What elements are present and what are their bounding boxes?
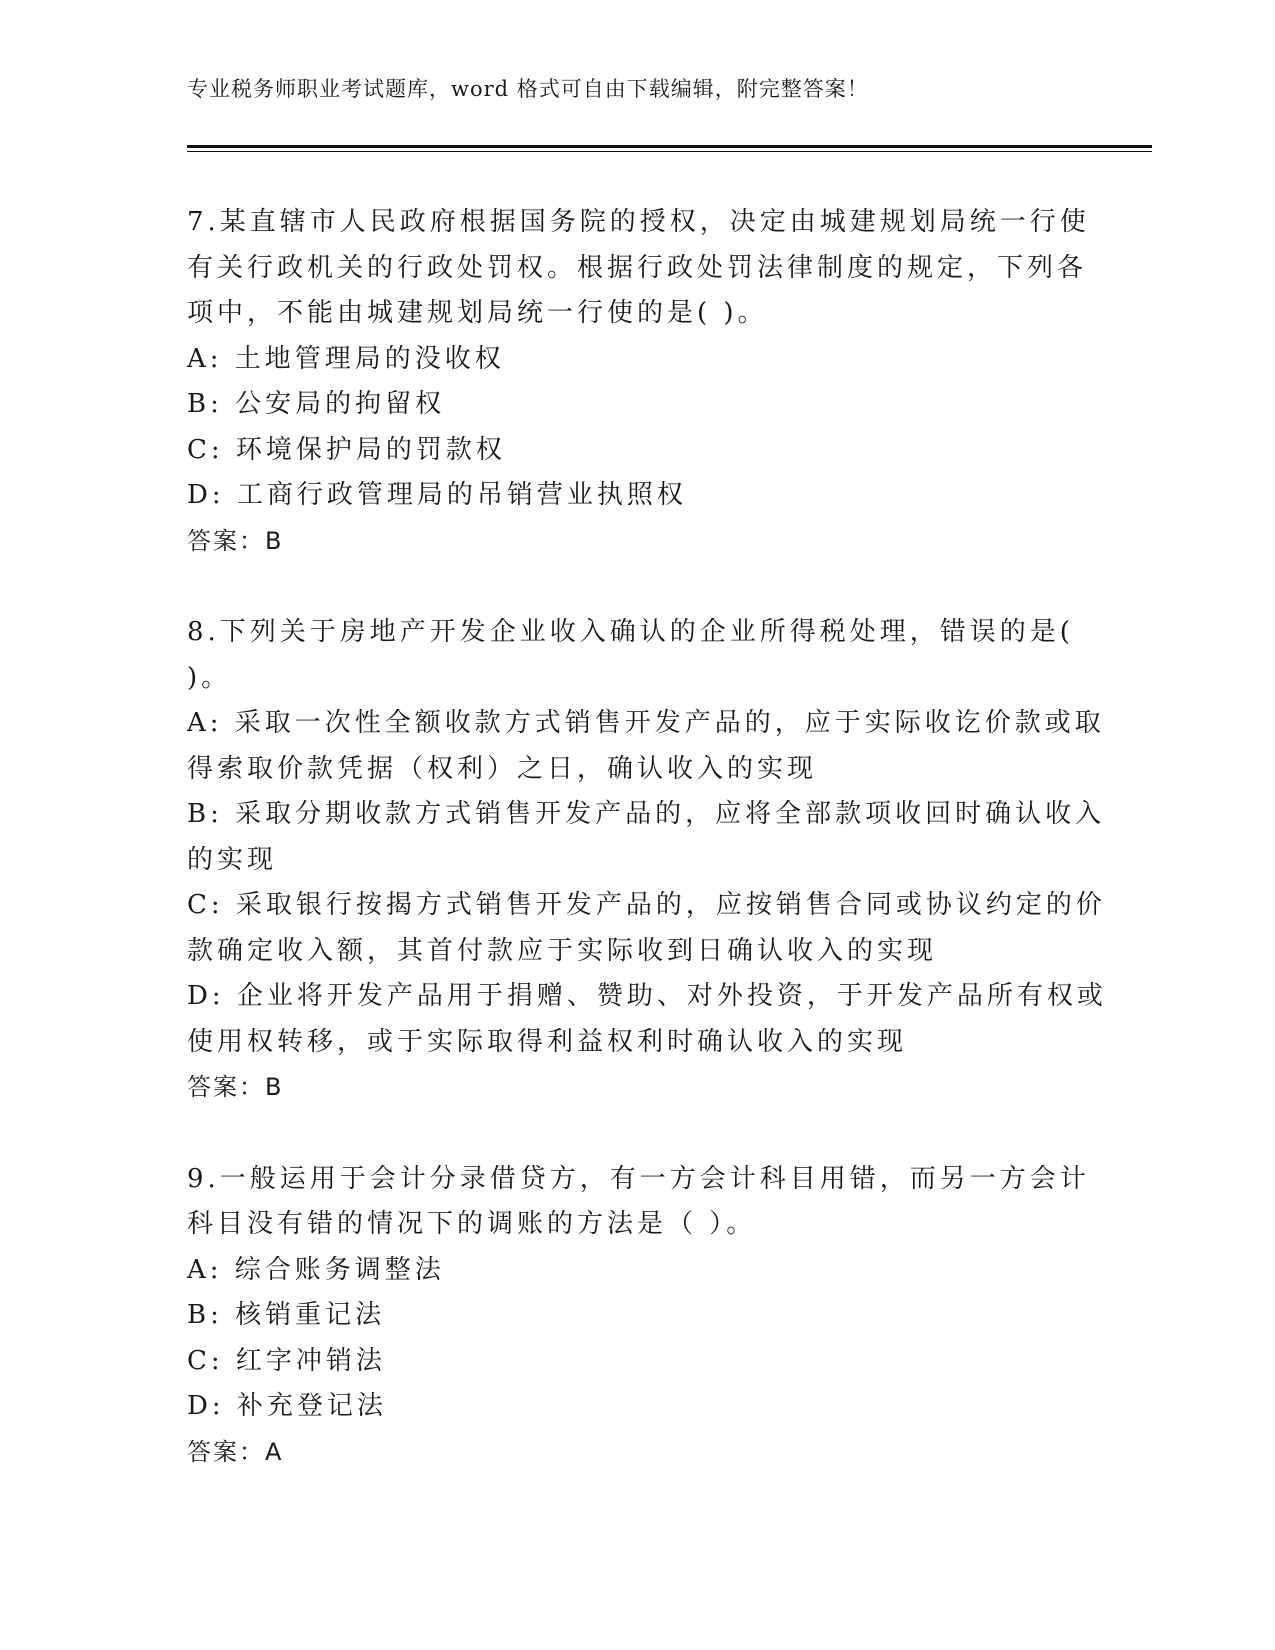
question-7 (187, 200, 1090, 564)
question-stem-line: 有关行政机关的行政处罚权。根据行政处罚法律制度的规定，下列各 (187, 252, 1088, 283)
option-a: A: 土地管理局的没收权 (187, 343, 505, 374)
option-d: D: 补充登记法 (187, 1391, 387, 1421)
question-stem-line: 7.某直辖市人民政府根据国务院的授权，决定由城建规划局统一行使 (187, 207, 1090, 237)
option-b: B: 采取分期收款方式销售开发产品的，应将全部款项收回时确认收入 (187, 799, 1106, 829)
answer: 答案：A (187, 1437, 284, 1466)
question-stem-line: )。 (187, 662, 232, 693)
header-rule-thin (187, 151, 1152, 152)
question-8 (187, 610, 1107, 1111)
question-stem-line: 科目没有错的情况下的调账的方法是（ ）。 (187, 1209, 757, 1239)
answer: 答案：B (187, 1073, 284, 1101)
page-header: 专业税务师职业考试题库，word 格式可自由下载编辑，附完整答案！ (187, 77, 869, 101)
question-stem-line: 项中，不能由城建规划局统一行使的是( )。 (187, 298, 768, 328)
option-a: A: 采取一次性全额收款方式销售开发产品的，应于实际收讫价款或取 (187, 708, 1105, 738)
option-d: D: 工商行政管理局的吊销营业执照权 (187, 480, 687, 510)
question-9 (187, 1157, 1090, 1476)
question-list (187, 200, 1107, 1475)
option-d: D: 企业将开发产品用于捐赠、赞助、对外投资，于开发产品所有权或 (187, 981, 1107, 1011)
option-b: B: 公安局的拘留权 (187, 389, 446, 419)
header-rule-thick (187, 145, 1152, 148)
option-c: C: 环境保护局的罚款权 (187, 434, 506, 465)
option-c: C: 采取银行按揭方式销售开发产品的，应按销售合同或协议约定的价 (187, 890, 1106, 920)
question-stem-line: 8.下列关于房地产开发企业收入确认的企业所得税处理，错误的是( (187, 617, 1074, 647)
option-c: C: 红字冲销法 (187, 1345, 386, 1376)
option-a-cont: 得索取价款凭据（权利）之日，确认收入的实现 (187, 753, 818, 784)
question-stem-line: 9.一般运用于会计分录借贷方，有一方会计科目用错，而另一方会计 (187, 1163, 1090, 1194)
option-a: A: 综合账务调整法 (187, 1254, 445, 1285)
option-c-cont: 款确定收入额，其首付款应于实际收到日确认收入的实现 (187, 935, 938, 966)
option-d-cont: 使用权转移，或于实际取得利益权利时确认收入的实现 (187, 1026, 908, 1057)
option-b: B: 核销重记法 (187, 1300, 386, 1330)
option-b-cont: 的实现 (187, 844, 278, 875)
answer: 答案：B (187, 526, 284, 555)
